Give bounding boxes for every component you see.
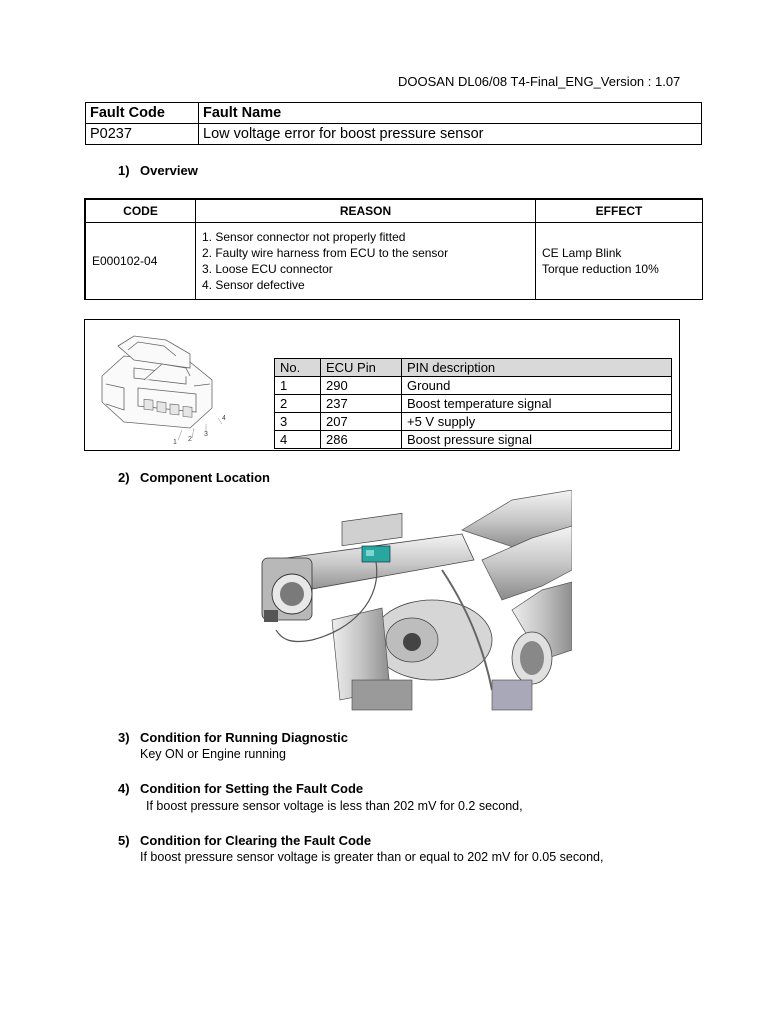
overview-table [85, 199, 703, 300]
effect-item: CE Lamp Blink [542, 246, 622, 260]
reason-item: 2. Faulty wire harness from ECU to the sensor [202, 246, 449, 260]
section-clearing-title: 5) Condition for Clearing the Fault Code [118, 833, 372, 848]
section-running-body: Key ON or Engine running [140, 747, 286, 761]
connector-pin-label: 1 [173, 439, 177, 446]
fault-code-table [85, 102, 702, 145]
pin-desc: Boost temperature signal [402, 395, 672, 413]
table-row [275, 413, 672, 431]
reason-item: 4. Sensor defective [202, 278, 305, 292]
connector-pin-label: 4 [222, 415, 226, 422]
table-row [275, 377, 672, 395]
pin-no: 1 [275, 377, 321, 395]
pin-desc: Ground [402, 377, 672, 395]
section-setting-body: If boost pressure sensor voltage is less than 202 mV for 0.2 second, [146, 799, 523, 813]
overview-code-cell: E000102-04 [86, 223, 196, 300]
overview-effect-cell [536, 223, 703, 300]
section-clearing-body: If boost pressure sensor voltage is greater than or equal to 202 mV for 0.05 second, [140, 850, 604, 864]
table-row [275, 431, 672, 449]
section-location-title: 2) Component Location [118, 470, 270, 485]
overview-header-reason: REASON [196, 200, 536, 223]
reason-item: 1. Sensor connector not properly fitted [202, 230, 406, 244]
fault-name-value: Low voltage error for boost pressure sensor [199, 124, 702, 145]
connector-pin-label: 3 [204, 431, 208, 438]
pin-ecu: 237 [321, 395, 402, 413]
connector-pin-label: 2 [188, 436, 192, 443]
pin-desc: +5 V supply [402, 413, 672, 431]
fault-code-value: P0237 [86, 124, 199, 145]
document-version: DOOSAN DL06/08 T4-Final_ENG_Version : 1.07 [398, 74, 681, 89]
pin-no: 4 [275, 431, 321, 449]
pin-ecu: 290 [321, 377, 402, 395]
fault-name-header: Fault Name [199, 103, 702, 124]
pin-header-no: No. [275, 359, 321, 377]
pin-header-desc: PIN description [402, 359, 672, 377]
sensor-connector-image [94, 328, 244, 446]
overview-header-effect: EFFECT [536, 200, 703, 223]
pin-header-ecu: ECU Pin [321, 359, 402, 377]
reason-item: 3. Loose ECU connector [202, 262, 333, 276]
pin-ecu: 286 [321, 431, 402, 449]
engine-component-image [212, 490, 572, 712]
pin-ecu: 207 [321, 413, 402, 431]
section-running-title: 3) Condition for Running Diagnostic [118, 730, 348, 745]
pin-no: 3 [275, 413, 321, 431]
effect-item: Torque reduction 10% [542, 262, 659, 276]
pin-table [274, 358, 672, 449]
pin-desc: Boost pressure signal [402, 431, 672, 449]
overview-reason-cell [196, 223, 536, 300]
pin-no: 2 [275, 395, 321, 413]
section-overview-title: 1) Overview [118, 163, 198, 178]
table-row [275, 395, 672, 413]
section-setting-title: 4) Condition for Setting the Fault Code [118, 781, 364, 796]
fault-code-header: Fault Code [86, 103, 199, 124]
overview-header-code: CODE [86, 200, 196, 223]
